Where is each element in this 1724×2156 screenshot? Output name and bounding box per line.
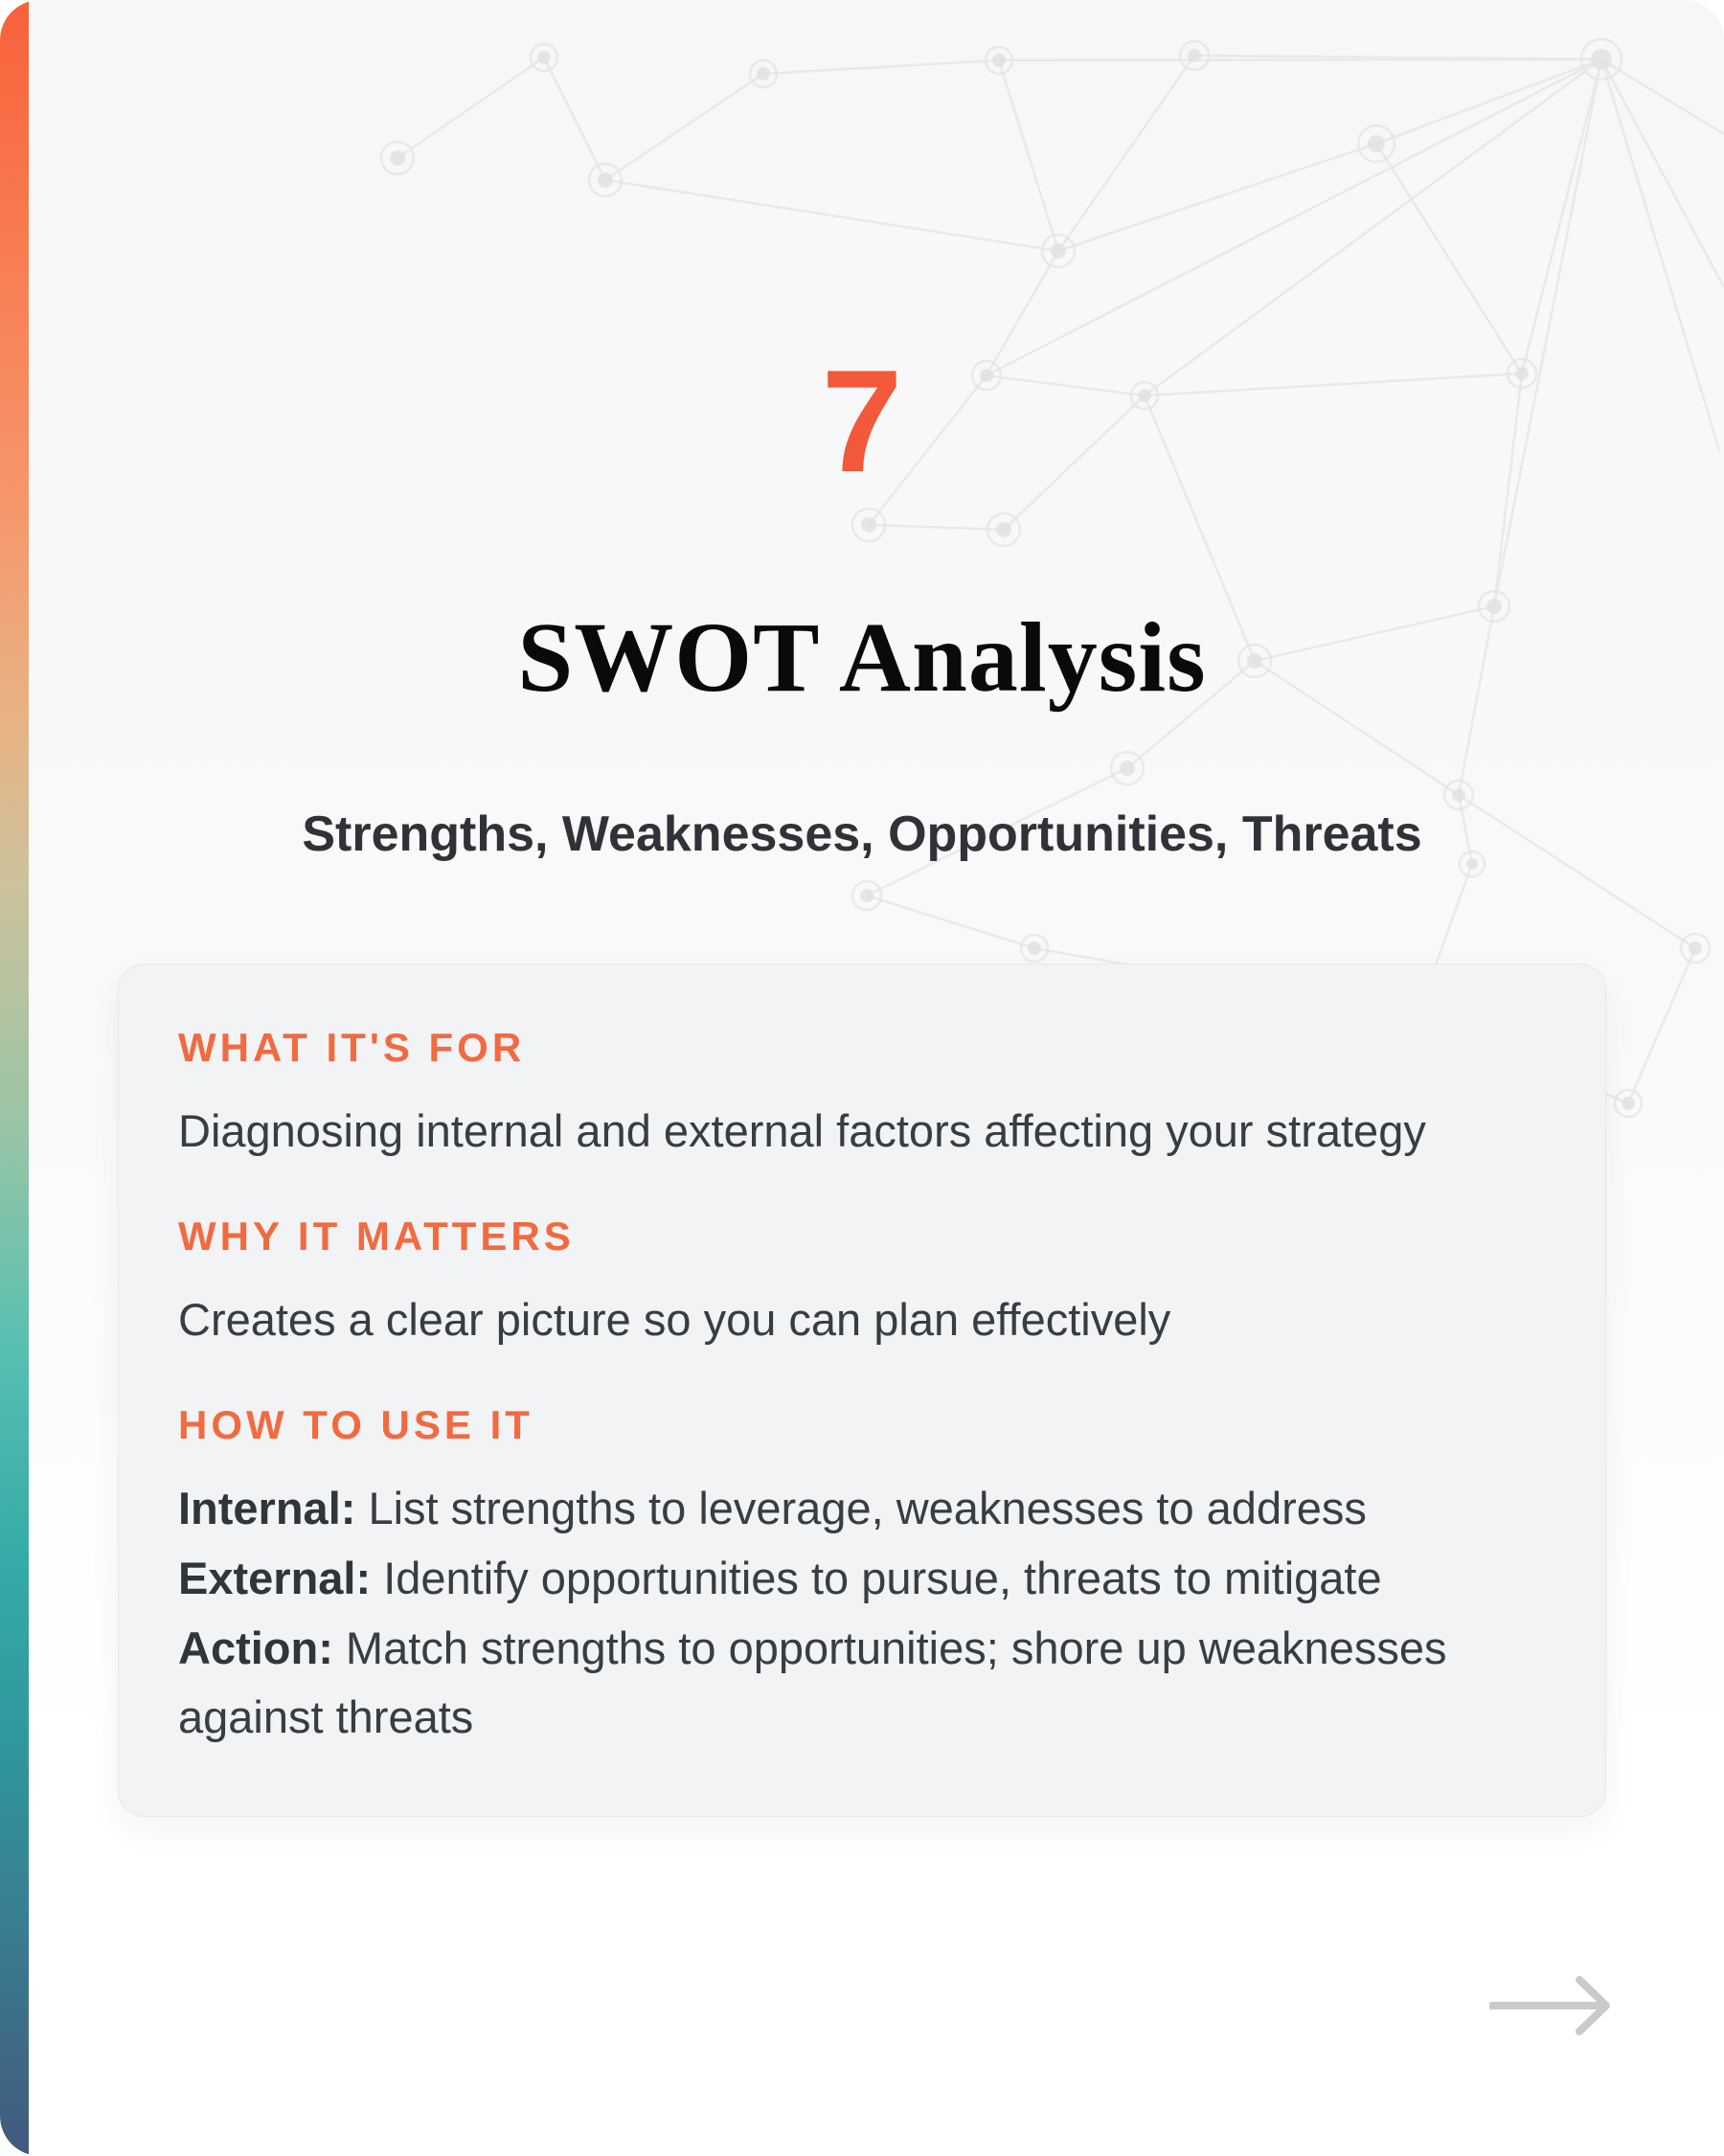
- section-body: [178, 1097, 1546, 1167]
- card-section: [178, 1216, 1546, 1355]
- body-line-lead: Action:: [178, 1622, 333, 1673]
- body-line: Action: Match strengths to opportunities; shore up weaknesses against threats: [178, 1622, 1447, 1743]
- section-heading: HOW TO USE IT: [178, 1401, 533, 1447]
- section-body: [178, 1474, 1546, 1753]
- card-section: [178, 1401, 1546, 1753]
- arrow-right-icon[interactable]: [1489, 1975, 1614, 2036]
- page-title: SWOT Analysis: [517, 602, 1207, 714]
- body-line-lead: External:: [178, 1552, 372, 1603]
- body-line: Diagnosing internal and external factors affecting your strategy: [178, 1105, 1426, 1157]
- body-line: Creates a clear picture so you can plan effectively: [178, 1294, 1171, 1346]
- section-heading: WHY IT MATTERS: [178, 1214, 575, 1260]
- section-body: [178, 1285, 1546, 1355]
- slide-number: 7: [821, 340, 903, 503]
- section-heading: WHAT IT'S FOR: [178, 1025, 526, 1071]
- card-section: [178, 1025, 1546, 1167]
- body-line: External: Identify opportunities to pursue, threats to mitigate: [178, 1552, 1382, 1603]
- body-line: Internal: List strengths to leverage, weaknesses to address: [178, 1482, 1367, 1533]
- body-line-lead: Internal:: [178, 1482, 356, 1533]
- gradient-accent-bar: [0, 0, 29, 2156]
- info-card: [118, 964, 1606, 1817]
- page-subtitle: Strengths, Weaknesses, Opportunities, Threats: [302, 806, 1422, 862]
